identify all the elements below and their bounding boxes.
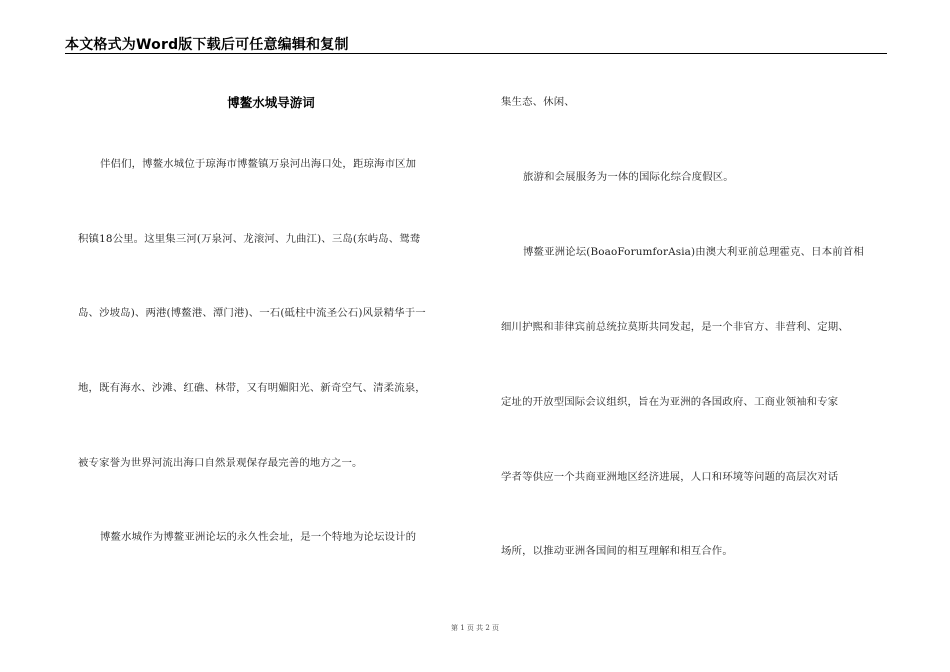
left-paragraph-line: 伴侣们，博鳌水城位于琼海市博鳌镇万泉河出海口处，距琼海市区加 (100, 158, 417, 170)
right-paragraph-line: 学者等供应一个共商亚洲地区经济进展，人口和环境等问题的高层次对话 (501, 471, 839, 483)
right-paragraph-line: 定址的开放型国际会议组织，旨在为亚洲的各国政府、工商业领袖和专家 (501, 396, 839, 408)
left-paragraph-line: 积镇18公里。这里集三河(万泉河、龙滚河、九曲江)、三岛(东屿岛、鸳鸯 (78, 233, 421, 245)
right-paragraph-line: 博鳌亚洲论坛(BoaoForumforAsia)由澳大利亚前总理霍克、日本前首相 (523, 246, 864, 258)
right-paragraph-line: 集生态、休闲、 (501, 96, 575, 108)
left-paragraph-line: 被专家誉为世界河流出海口自然景观保存最完善的地方之一。 (78, 457, 363, 469)
document-header-title: 本文格式为Word版下载后可任意编辑和复制 (65, 37, 349, 53)
header-divider (65, 53, 887, 54)
right-paragraph-line: 场所，以推动亚洲各国间的相互理解和相互合作。 (501, 545, 733, 557)
right-paragraph-line: 旅游和会展服务为一体的国际化综合度假区。 (523, 171, 734, 183)
left-paragraph-line: 博鳌水城作为博鳌亚洲论坛的永久性会址，是一个特地为论坛设计的 (100, 531, 417, 543)
left-paragraph-line: 岛、沙坡岛)、两港(博鳌港、潭门港)、一石(砥柱中流圣公石)风景精华于一 (78, 307, 426, 319)
right-paragraph-line: 细川护熙和菲律宾前总统拉莫斯共同发起，是一个非官方、非营利、定期、 (501, 321, 849, 333)
left-paragraph-line: 地，既有海水、沙滩、红礁、林带，又有明媚阳光、新奇空气、清柔流泉， (78, 382, 426, 394)
page-number-footer: 第 1 页 共 2 页 (450, 624, 500, 632)
document-title: 博鳌水城导游词 (227, 95, 315, 110)
